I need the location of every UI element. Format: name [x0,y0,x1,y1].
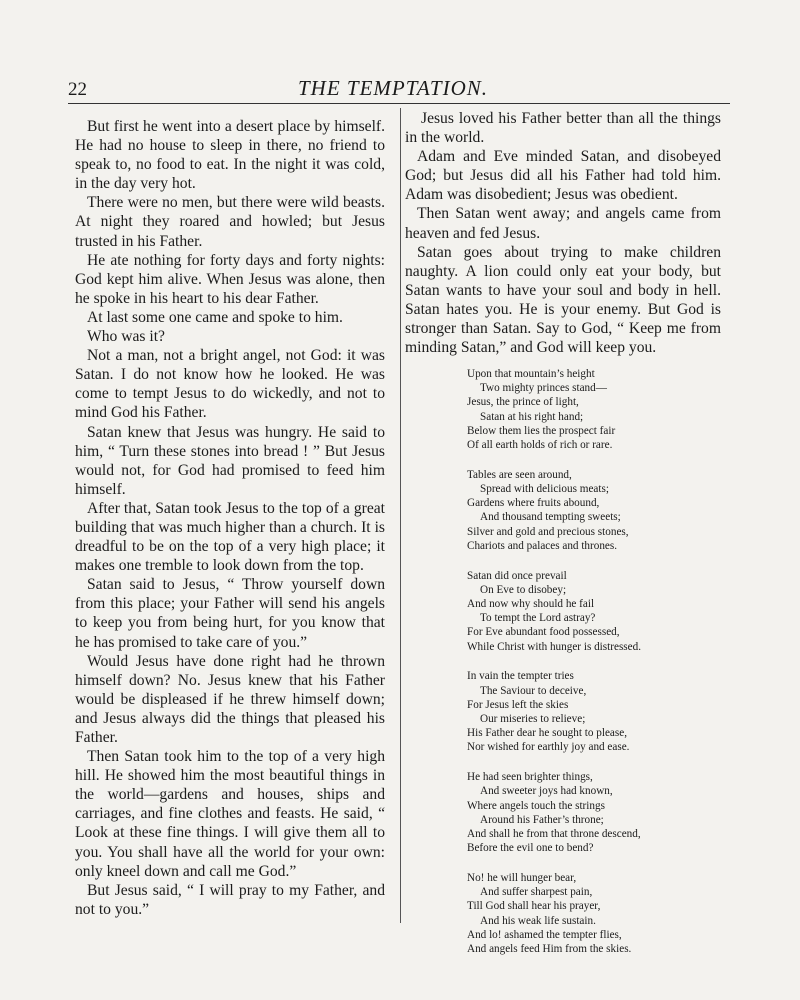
poem-line: Jesus, the prince of light, [467,396,579,409]
poem-line: And suffer sharpest pain, [480,886,593,899]
paragraph: Satan goes about trying to make children naughty. A lion could only eat your body, but Satan wants to have your soul and body in hell. Satan hates you. He is your enemy. But God is stronger than Satan. Say to God, “ Keep me from minding Satan,” and God will keep you. [405,243,721,357]
poem-line: The Saviour to deceive, [480,684,587,697]
poem-line: Silver and gold and precious stones, [467,525,629,538]
poem-line: In vain the tempter tries [467,670,574,683]
poem-line: For Jesus left the skies [467,698,569,711]
poem-line: Satan did once prevail [467,569,567,582]
poem-line: No! he will hunger bear, [467,872,577,885]
paragraph: Not a man, not a bright angel, not God: it was Satan. I do not know how he looked. He was come to tempt Jesus to do wickedly, and not to mind God his Father. [75,347,385,422]
poem-stanza [467,770,717,855]
poem-line: Below them lies the prospect fair [467,424,616,437]
paragraph: Who was it? [87,328,165,346]
paragraph: There were no men, but there were wild beasts. At night they roared and howled; but Jesus trusted in his Father. [75,194,385,250]
poem-line: And lo! ashamed the tempter flies, [467,928,622,941]
poem-line: Before the evil one to bend? [467,842,594,855]
paragraph: Then Satan went away; and angels came from heaven and fed Jesus. [405,205,721,242]
paragraph: Adam and Eve minded Satan, and disobeyed God; but Jesus did all his Father had told him. Adam was disobedient; Jesus was obedient. [405,148,721,204]
page-number: 22 [68,79,87,100]
poem-line: Our miseries to relieve; [480,713,586,726]
poem-line: Two mighty princes stand— [480,382,607,395]
paragraph: He ate nothing for forty days and forty nights: God kept him alive. When Jesus was alone, then he spoke in his heart to his dear Father. [75,251,385,307]
column-divider [400,108,401,923]
poem-line: On Eve to disobey; [480,583,567,596]
poem-line: He had seen brighter things, [467,771,593,784]
poem-line: Around his Father’s throne; [480,813,604,826]
poem-line: Gardens where fruits abound, [467,497,600,510]
poem-stanza [467,871,717,956]
header-rule [68,103,730,104]
poem [467,367,717,972]
poem-line: Of all earth holds of rich or rare. [467,439,613,452]
poem-line: Upon that mountain’s height [467,368,595,380]
poem-stanza [467,367,717,452]
poem-line: And angels feed Him from the skies. [467,943,632,956]
poem-line: And now why should he fail [467,598,595,611]
poem-stanza [467,569,717,654]
poem-line: Till God shall hear his prayer, [467,900,601,913]
paragraph: But first he went into a desert place by himself. He had no house to sleep in there, no friend to speak to, no food to eat. In the night it was cold, in the day very hot. [75,118,385,193]
poem-stanza [467,669,717,754]
poem-line: To tempt the Lord astray? [480,612,596,625]
poem-line: Chariots and palaces and thrones. [467,539,618,552]
poem-line: And thousand tempting sweets; [480,511,621,524]
poem-line: Where angels touch the strings [467,799,605,812]
poem-line: For Eve abundant food possessed, [467,626,620,639]
poem-stanza [467,468,717,553]
poem-line: And shall he from that throne descend, [467,828,641,841]
poem-line: And his weak life sustain. [480,914,596,927]
paragraph: Jesus loved his Father better than all the things in the world. [405,110,721,147]
paragraph: Satan knew that Jesus was hungry. He said to him, “ Turn these stones into bread ! ” But Jesus would not, for God had promised to feed him himself. [75,423,385,498]
right-column [405,109,721,357]
poem-line: Spread with delicious meats; [480,483,609,496]
page-header [68,76,508,104]
poem-line: His Father dear he sought to please, [467,727,628,740]
paragraph: Would Jesus have done right had he thrown himself down? No. Jesus knew that his Father would be displeased if he threw himself down; and Jesus always did the things that pleased his Father. [75,652,385,746]
paragraph: Satan said to Jesus, “ Throw yourself down from this place; your Father will send his angels to keep you from being hurt, for you know that he has promised to take care of you.” [75,576,385,651]
poem-line: Satan at his right hand; [480,410,584,423]
poem-line: And sweeter joys had known, [480,785,613,798]
poem-line: Tables are seen around, [467,468,572,481]
running-title: THE TEMPTATION. [298,76,489,100]
paragraph: At last some one came and spoke to him. [87,308,343,326]
paragraph: Then Satan took him to the top of a very high hill. He showed him the most beautiful things in the world—gardens and houses, ships and carriages, and fine clothes and feasts. He said, “ Look at these fine things. I will give them all to you. You shall have all the world for your own: only kneel down and call me God.” [75,748,385,880]
poem-line: While Christ with hunger is distressed. [467,640,642,653]
left-column [75,117,385,919]
paragraph: But Jesus said, “ I will pray to my Father, and not to you.” [75,881,385,918]
poem-line: Nor wished for earthly joy and ease. [467,741,630,754]
paragraph: After that, Satan took Jesus to the top of a great building that was much higher than a church. It is dreadful to be on the top of a very high place; it makes one tremble to look down from the top. [75,499,385,575]
